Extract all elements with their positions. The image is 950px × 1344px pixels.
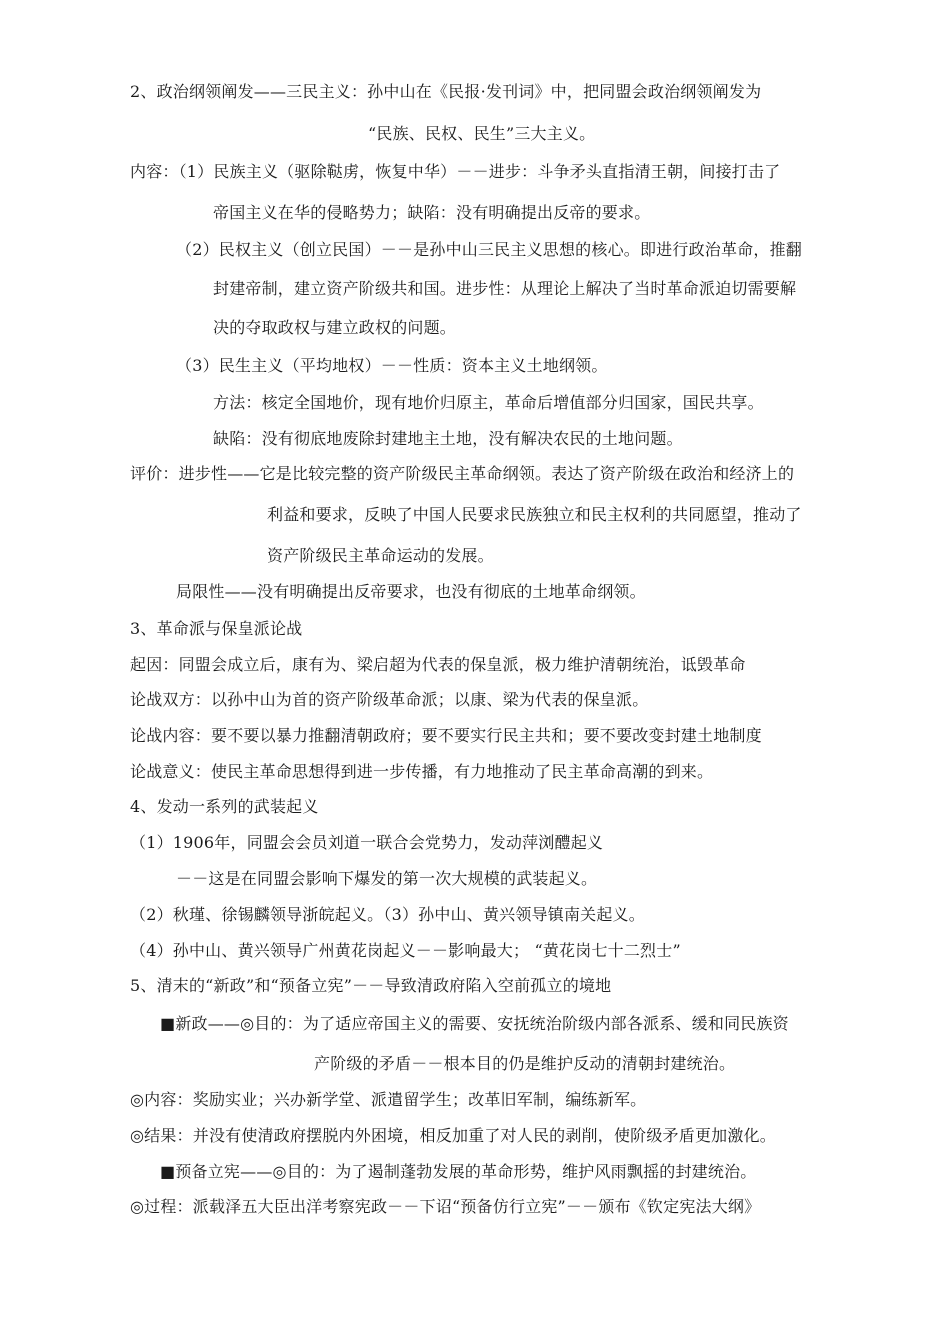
content-2-minquan-cont2: 决的夺取政权与建立政权的问题。 — [213, 318, 457, 337]
evaluation-progress: 评价：进步性——它是比较完整的资产阶级民主革命纲领。表达了资产阶级在政治和经济上的 — [130, 464, 795, 483]
constitution-process: ◎过程：派载泽五大臣出洋考察宪政－－下诏“预备仿行立宪”－－颁布《钦定宪法大纲》 — [130, 1197, 761, 1216]
uprising-1-note: －－这是在同盟会影响下爆发的第一次大规模的武装起义。 — [176, 869, 598, 888]
content-1-minzu: 内容：（1）民族主义（驱除鞑虏，恢复中华）－－进步：斗争矛头直指清王朝，间接打击了 — [130, 162, 781, 181]
evaluation-progress-cont1: 利益和要求，反映了中国人民要求民族独立和民主权利的共同愿望，推动了 — [267, 505, 802, 524]
new-policy-purpose: ■新政——◎目的：为了适应帝国主义的需要、安抚统治阶级内部各派系、缓和同民族资 — [160, 1014, 789, 1033]
section-2-heading-cont: “民族、民权、民生”三大主义。 — [368, 124, 596, 143]
debate-content: 论战内容：要不要以暴力推翻清朝政府；要不要实行民主共和；要不要改变封建土地制度 — [130, 726, 762, 745]
new-policy-content: ◎内容：奖励实业；兴办新学堂、派遣留学生；改革旧军制，编练新军。 — [130, 1090, 647, 1109]
debate-cause: 起因：同盟会成立后，康有为、梁启超为代表的保皇派，极力维护清朝统治，诋毁革命 — [130, 655, 746, 674]
debate-significance: 论战意义：使民主革命思想得到进一步传播，有力地推动了民主革命高潮的到来。 — [130, 762, 714, 781]
new-policy-result: ◎结果：并没有使清政府摆脱内外困境，相反加重了对人民的剥削，使阶级矛盾更加激化。 — [130, 1126, 776, 1145]
new-policy-purpose-cont: 产阶级的矛盾－－根本目的仍是维护反动的清朝封建统治。 — [314, 1054, 736, 1073]
content-3-method: 方法：核定全国地价，现有地价归原主，革命后增值部分归国家，国民共享。 — [213, 393, 764, 412]
content-2-minquan: （2）民权主义（创立民国）－－是孙中山三民主义思想的核心。即进行政治革命，推翻 — [176, 240, 802, 259]
content-1-minzu-cont: 帝国主义在华的侵略势力；缺陷：没有明确提出反帝的要求。 — [213, 203, 651, 222]
section-5-heading: 5、清末的“新政”和“预备立宪”－－导致清政府陷入空前孤立的境地 — [130, 976, 612, 995]
constitution-purpose: ■预备立宪——◎目的：为了遏制蓬勃发展的革命形势，维护风雨飘摇的封建统治。 — [160, 1162, 757, 1181]
evaluation-limitation: 局限性——没有明确提出反帝要求，也没有彻底的土地革命纲领。 — [176, 582, 646, 601]
section-3-heading: 3、革命派与保皇派论战 — [130, 619, 303, 638]
section-4-heading: 4、发动一系列的武装起义 — [130, 797, 319, 816]
evaluation-progress-cont2: 资产阶级民主革命运动的发展。 — [267, 546, 494, 565]
debate-parties: 论战双方：以孙中山为首的资产阶级革命派；以康、梁为代表的保皇派。 — [130, 690, 649, 709]
content-2-minquan-cont1: 封建帝制，建立资产阶级共和国。进步性：从理论上解决了当时革命派迫切需要解 — [213, 279, 797, 298]
content-3-minsheng: （3）民生主义（平均地权）－－性质：资本主义土地纲领。 — [176, 356, 608, 375]
uprising-1: （1）1906年，同盟会会员刘道一联合会党势力，发动萍浏醴起义 — [130, 833, 604, 852]
content-3-defect: 缺陷：没有彻底地废除封建地主土地，没有解决农民的土地问题。 — [213, 429, 683, 448]
uprising-4: （4）孙中山、黄兴领导广州黄花岗起义－－影响最大； “黄花岗七十二烈士” — [130, 941, 681, 960]
section-2-heading: 2、政治纲领阐发——三民主义：孙中山在《民报·发刊词》中，把同盟会政治纲领阐发为 — [130, 82, 762, 101]
uprising-2-3: （2）秋瑾、徐锡麟领导浙皖起义。（3）孙中山、黄兴领导镇南关起义。 — [130, 905, 645, 924]
